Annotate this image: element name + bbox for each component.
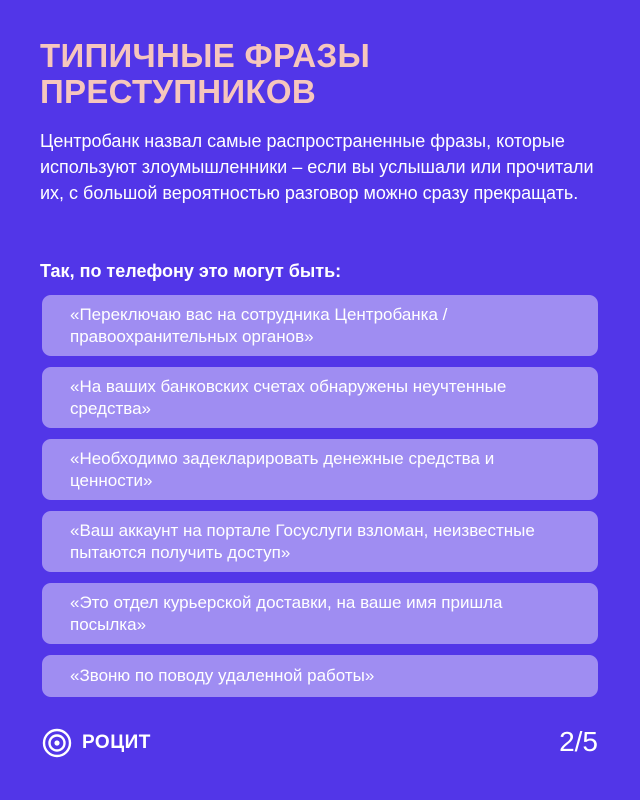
page-title xyxy=(40,38,600,110)
brand-name: РОЦИТ xyxy=(82,732,151,753)
phrase-card: «Переключаю вас на сотрудника Центробанка / правоохранительных органов» xyxy=(42,295,598,356)
page-indicator: 2/5 xyxy=(559,726,598,757)
phone-phrases-heading: Так, по телефону это могут быть: xyxy=(40,261,342,281)
title-line-2: ПРЕСТУПНИКОВ xyxy=(40,73,316,110)
concentric-circles-icon xyxy=(42,728,72,758)
intro-paragraph: Центробанк назвал самые распространенные фразы, которые используют злоумышленники – если вы услышали или прочитали их, с большой вероятностью разговор можно сразу прекращать. xyxy=(40,131,594,203)
phrase-card: «Это отдел курьерской доставки, на ваше имя пришла посылка» xyxy=(42,583,598,644)
phrase-card: «Ваш аккаунт на портале Госуслуги взломан, неизвестные пытаются получить доступ» xyxy=(42,511,598,572)
brand-logo xyxy=(42,728,151,758)
phrase-card: «Звоню по поводу удаленной работы» xyxy=(42,655,598,697)
title-line-1: ТИПИЧНЫЕ ФРАЗЫ xyxy=(40,37,371,74)
phrase-card: «Необходимо задекларировать денежные средства и ценности» xyxy=(42,439,598,500)
phrase-list xyxy=(42,295,598,708)
phrase-card: «На ваших банковских счетах обнаружены неучтенные средства» xyxy=(42,367,598,428)
